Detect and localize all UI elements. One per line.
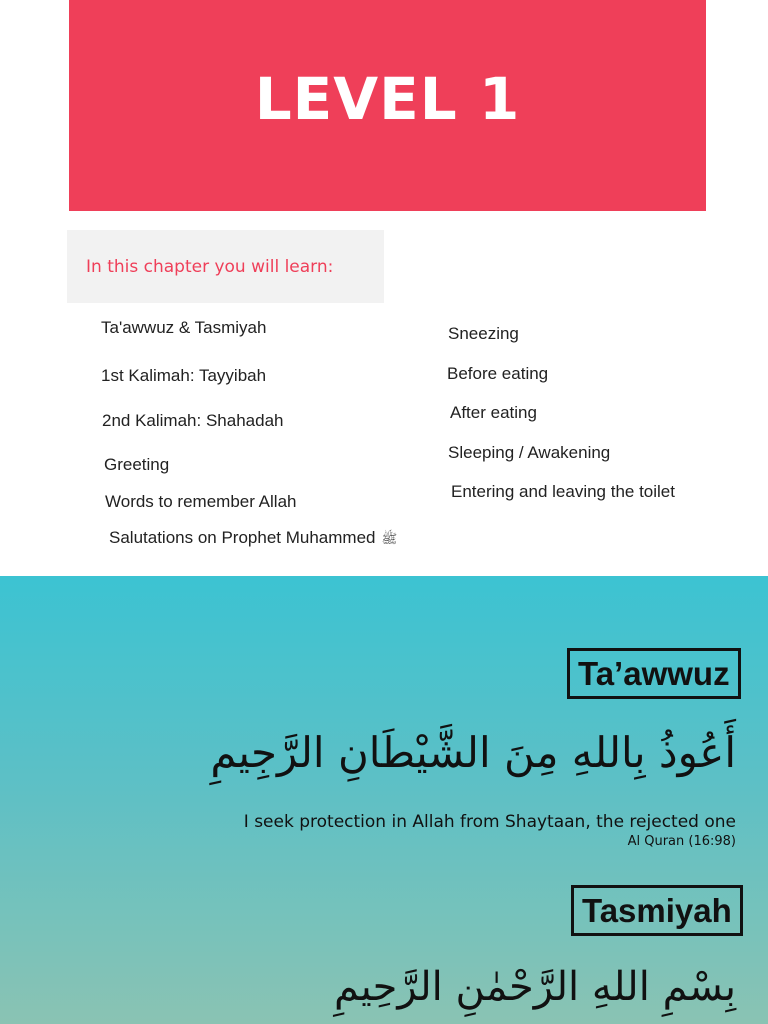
topic-salutations-label: Salutations on Prophet Muhammed — [109, 528, 376, 547]
topic-salutations — [109, 528, 397, 550]
tawwuz-translation: I seek protection in Allah from Shaytaan, the rejected one — [243, 812, 736, 832]
topic-toilet: Entering and leaving the toilet — [451, 482, 675, 501]
tawwuz-reference: Al Quran (16:98) — [627, 834, 736, 849]
tasmiyah-heading: Tasmiyah — [571, 885, 743, 936]
topic-kalimah-shahadah: 2nd Kalimah: Shahadah — [102, 411, 284, 430]
tawwuz-arabic: أَعُوذُ بِاللهِ مِنَ الشَّيْطَانِ الرَّجِيمِ — [210, 728, 736, 777]
topic-greeting: Greeting — [104, 455, 170, 474]
level-title: LEVEL 1 — [254, 65, 521, 133]
level-banner — [69, 0, 706, 211]
topic-words-remember-allah: Words to remember Allah — [105, 492, 297, 511]
chapter-intro-label: In this chapter you will learn: — [86, 257, 334, 277]
tawwuz-heading: Ta’awwuz — [567, 648, 741, 699]
chapter-intro-box — [67, 230, 384, 303]
topic-sneezing: Sneezing — [448, 324, 519, 343]
duas-section — [0, 576, 768, 1024]
topic-after-eating: After eating — [450, 403, 537, 422]
topic-tawwuz-tasmiyah: Ta'awwuz & Tasmiyah — [101, 318, 267, 337]
salutation-glyph: ﷺ — [381, 531, 398, 546]
tasmiyah-arabic: بِسْمِ اللهِ الرَّحْمٰنِ الرَّحِيمِ — [333, 964, 736, 1010]
topic-before-eating: Before eating — [447, 364, 549, 383]
topic-sleeping-awakening: Sleeping / Awakening — [448, 443, 611, 462]
topic-kalimah-tayyibah: 1st Kalimah: Tayyibah — [101, 366, 267, 385]
